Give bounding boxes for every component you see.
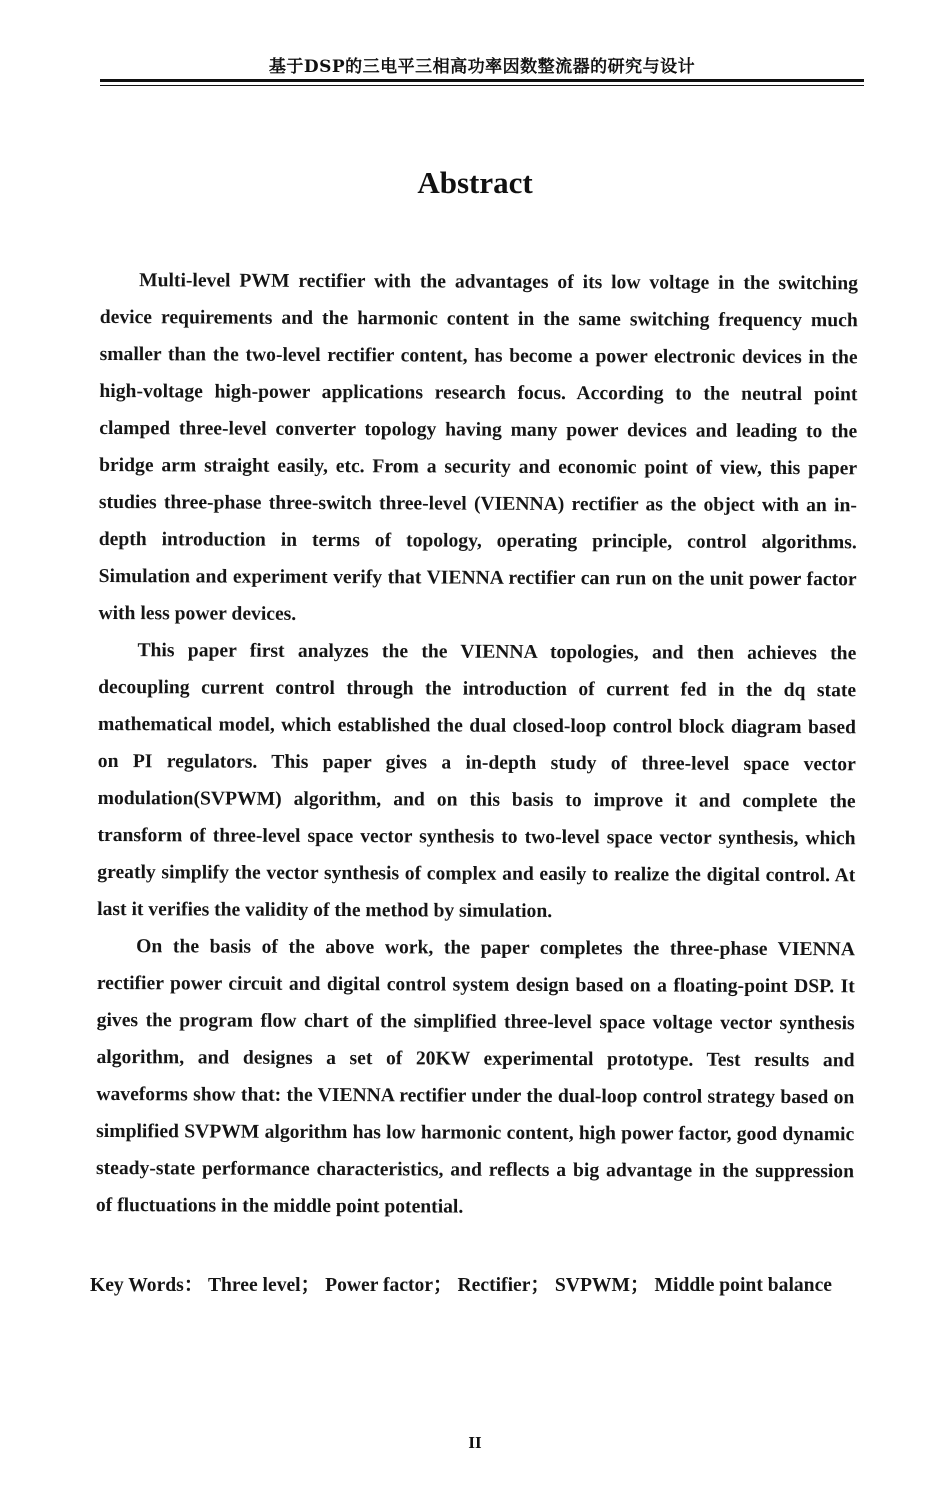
header-rule-thin xyxy=(100,85,864,86)
keyword-item: Middle point balance xyxy=(654,1275,832,1296)
header-rule-thick xyxy=(100,79,864,82)
abstract-paragraph-1: Multi-level PWM rectifier with the advantages of its low voltage in the switching device requirements and the harmonic content in the same switching frequency much smaller than the two-level rectifier content, has become a power electronic devices in the high-voltage high-power applications research focus. According to the neutral point clamped three-level converter topology having many power devices and leading to the bridge arm straight easily, etc. From a security and economic point of view, this paper studies three-phase three-switch three-level (VIENNA) rectifier as the object with an in-depth introduction in terms of topology, operating principle, control algorithms. Simulation and experiment verify that VIENNA rectifier can run on the unit power factor with less power devices. xyxy=(98,270,858,625)
abstract-title: Abstract xyxy=(417,165,533,200)
keyword-item: Power factor xyxy=(325,1275,434,1296)
keywords-line xyxy=(90,1268,870,1297)
keyword-separator: ； xyxy=(530,1275,550,1296)
keyword-item: Rectifier xyxy=(457,1275,531,1296)
keyword-item: Three level xyxy=(207,1275,301,1296)
keyword-item: SVPWM xyxy=(554,1275,631,1296)
abstract-body xyxy=(96,262,858,1227)
abstract-paragraph-3: On the basis of the above work, the paper completes the three-phase VIENNA rectifier power circuit and digital control system design based on a floating-point DSP. It gives the program flow chart of the simplified three-level space voltage vector synthesis algorithm, and designes a set of 20KW experimental prototype. Test results and waveforms show that: the VIENNA rectifier under the dual-loop control strategy based on simplified SVPWM algorithm has low harmonic content, high power factor, good dynamic steady-state performance characteristics, and reflects a big advantage in the suppression of fluctuations in the middle point potential. xyxy=(95,936,856,1218)
running-header: 基于DSP的三电平三相高功率因数整流器的研究与设计 xyxy=(268,57,696,77)
keyword-separator: ； xyxy=(630,1275,650,1296)
keyword-separator: ； xyxy=(300,1275,321,1296)
keywords-label-colon: ： xyxy=(183,1275,204,1296)
keywords-label: Key Words xyxy=(90,1275,184,1296)
keyword-separator: ； xyxy=(433,1275,453,1296)
abstract-paragraph-2: This paper first analyzes the the VIENNA topologies, and then achieves the decoupling current control through the introduction of current fed in the dq state mathematical model, which established the dual closed-loop control block diagram based on PI regulators. This paper gives a in-depth study of three-level space vector modulation(SVPWM) algorithm, and on this basis to improve it and complete the transform of three-level space vector synthesis to two-level space vector synthesis, which greatly simplify the vector synthesis of complex and easily to realize the digital control. At last it verifies the validity of the method by simulation. xyxy=(97,640,857,922)
page-number: II xyxy=(468,1433,482,1452)
